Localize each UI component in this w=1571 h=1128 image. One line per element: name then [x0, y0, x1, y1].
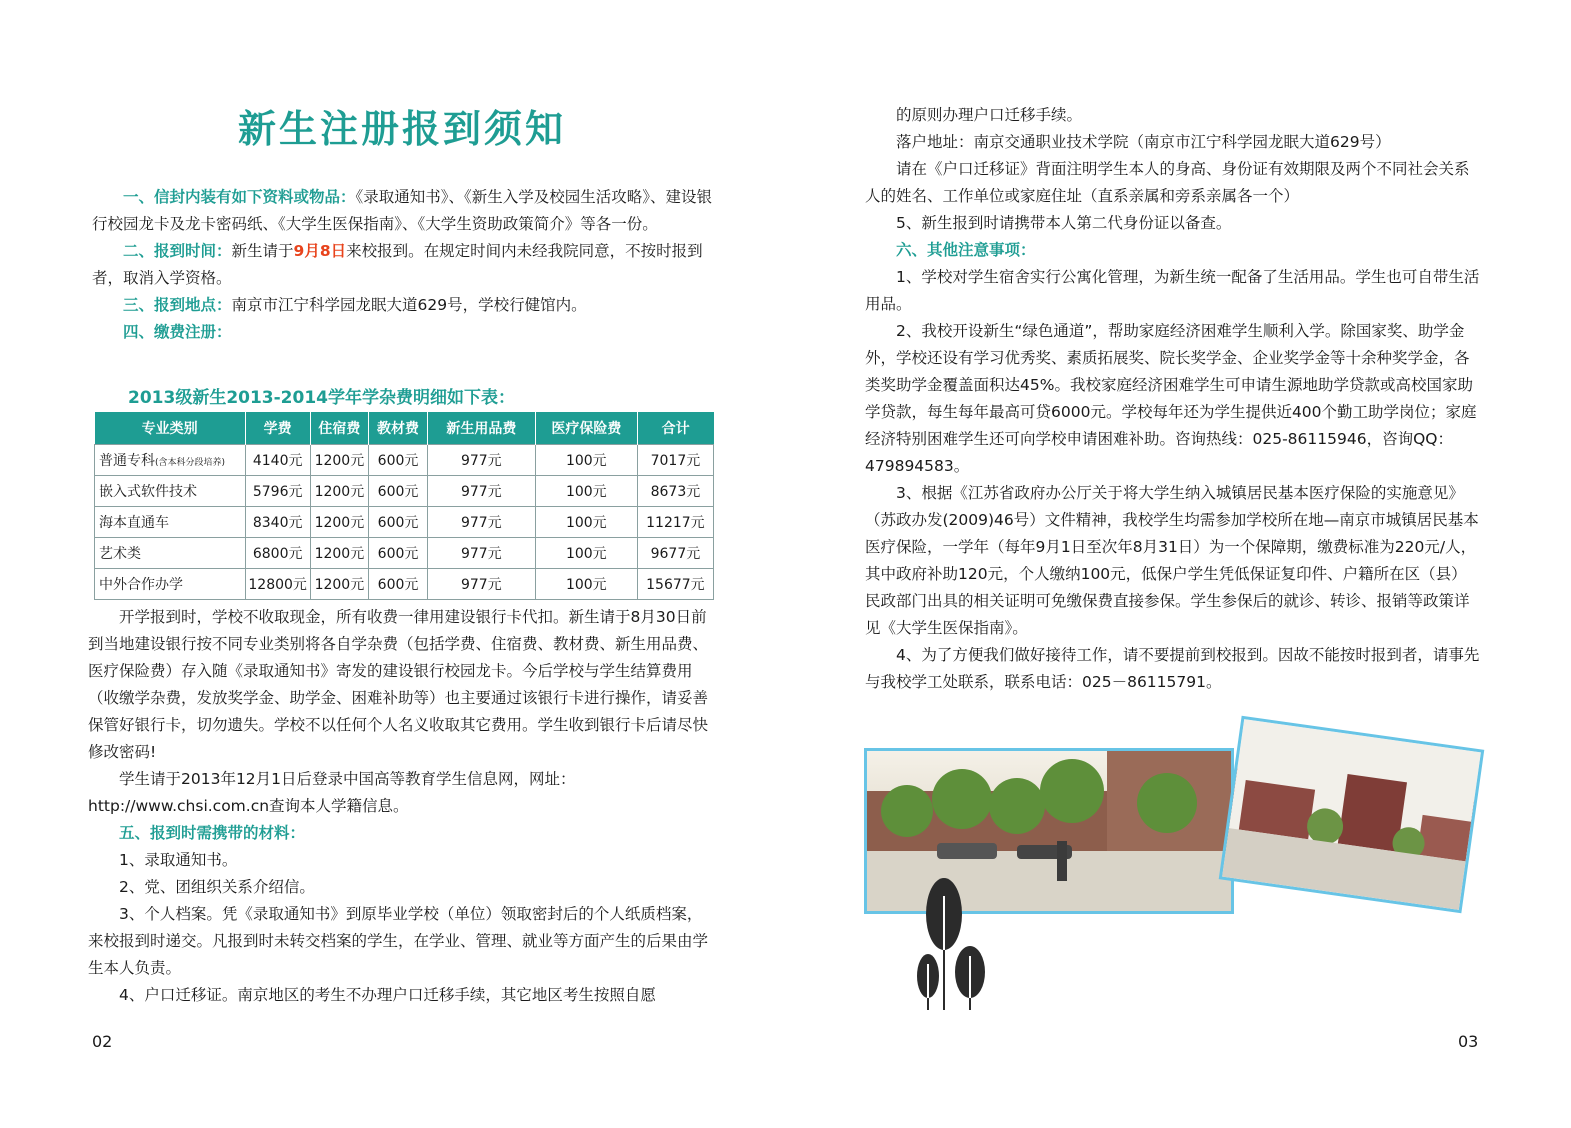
- total-cell: 7017元: [637, 445, 713, 476]
- category-note: (含本科分段培养): [155, 458, 226, 468]
- insurance-cell: 100元: [535, 538, 637, 569]
- material-item: 2、党、团组织关系介绍信。: [119, 878, 315, 896]
- notice-item: 3、根据《江苏省政府办公厅关于将大学生纳入城镇居民基本医疗保险的实施意见》（苏政办发(2009)46号）文件精神，我校学生均需参加学校所在地—南京市城镇居民基本医疗保险，一学年（每年9月1日至次年8月31日）为一个保障期，缴费标准为220元/人，其中政府补助120元，个人缴纳100元，低保户学生凭低保证复印件、户籍所在区（县）民政部门出具的相关证明可免缴保费直接参保。学生参保后的就诊、转诊、报销等政策详见《大学生医保指南》。: [865, 484, 1479, 637]
- supplies-cell: 977元: [427, 476, 535, 507]
- header-lodging: 住宿费: [310, 412, 369, 445]
- lodging-cell: 1200元: [310, 476, 369, 507]
- category-cell: [95, 445, 246, 476]
- insurance-cell: 100元: [535, 476, 637, 507]
- right-page: [785, 0, 1571, 1128]
- section-2: [92, 238, 716, 292]
- category-cell: 海本直通车: [95, 507, 246, 538]
- fee-table: [94, 412, 714, 600]
- page-number-right: 03: [1458, 1032, 1479, 1051]
- table-row: [95, 569, 714, 600]
- insurance-cell: 100元: [535, 445, 637, 476]
- right-page-text: [865, 102, 1480, 696]
- hukou-address: 落户地址：南京交通职业技术学院（南京市江宁科学园龙眠大道629号）: [896, 133, 1391, 151]
- insurance-cell: 100元: [535, 569, 637, 600]
- total-cell: 9677元: [637, 538, 713, 569]
- campus-photo-2: [1219, 716, 1485, 913]
- report-date: 9月8日: [293, 242, 347, 260]
- payment-and-materials: [88, 604, 716, 1009]
- section-2-text-before: 新生请于: [231, 242, 294, 260]
- section-2-text-after: 来校报到。在规定时间内未经我院同意，不按时报到者，取消入学资格。: [92, 242, 703, 287]
- page-number-left: 02: [92, 1032, 113, 1051]
- supplies-cell: 977元: [427, 569, 535, 600]
- header-category: 专业类别: [95, 412, 246, 445]
- lodging-cell: 1200元: [310, 445, 369, 476]
- section-3: [92, 292, 716, 319]
- insurance-cell: 100元: [535, 507, 637, 538]
- notice-item: 2、我校开设新生“绿色通道”，帮助家庭经济困难学生顺利入学。除国家奖、助学金外，学校还设有学习优秀奖、素质拓展奖、院长奖学金、企业奖学金等十余种奖学金，各类奖助学金覆盖面积达45%。我校家庭经济困难学生可申请生源地助学贷款或高校国家助学贷款，每生每年最高可贷6000元。学校每年还为学生提供近400个勤工助学岗位；家庭经济特别困难学生还可向学校申请困难补助。咨询热线：025-86115946，咨询QQ：479894583。: [865, 322, 1477, 475]
- supplies-cell: 977元: [427, 445, 535, 476]
- total-cell: 8673元: [637, 476, 713, 507]
- table-row: [95, 445, 714, 476]
- lodging-cell: 1200元: [310, 538, 369, 569]
- tree-illustration: [912, 876, 992, 1016]
- section-4: [92, 319, 716, 346]
- category-name: 普通专科: [99, 453, 155, 469]
- table-row: [95, 507, 714, 538]
- fee-table-header-row: [95, 412, 714, 445]
- campus-photo-2-image: [1222, 719, 1481, 910]
- section-3-heading: 三、报到地点：: [123, 296, 232, 314]
- section-5-heading: 五、报到时需携带的材料：: [119, 824, 306, 842]
- section-6-heading: 六、其他注意事项：: [896, 241, 1036, 259]
- left-page: [0, 0, 785, 1128]
- payment-paragraph: 开学报到时，学校不收取现金，所有收费一律用建设银行卡代扣。新生请于8月30日前到当地建设银行按不同专业类别将各自学杂费（包括学费、住宿费、教材费、新生用品费、医疗保险费）存入随《录取通知书》寄发的建设银行校园龙卡。今后学校与学生结算费用（收缴学杂费，发放奖学金、助学金、困难补助等）也主要通过该银行卡进行操作，请妥善保管好银行卡，切勿遗失。学校不以任何个人名义收取其它费用。学生收到银行卡后请尽快修改密码!: [88, 608, 709, 761]
- material-item: 1、录取通知书。: [119, 851, 238, 869]
- textbook-cell: 600元: [369, 538, 428, 569]
- supplies-cell: 977元: [427, 538, 535, 569]
- header-tuition: 学费: [245, 412, 310, 445]
- section-1-text: 《录取通知书》、《新生入学及校园生活攻略》、建设银行校园龙卡及龙卡密码纸、《大学生医保指南》、《大学生资助政策简介》等各一份。: [92, 188, 713, 233]
- total-cell: 15677元: [637, 569, 713, 600]
- chsi-paragraph: 学生请于2013年12月1日后登录中国高等教育学生信息网，网址：http://www.chsi.com.cn查询本人学籍信息。: [88, 770, 576, 815]
- tuition-cell: 4140元: [245, 445, 310, 476]
- continuation-text: 的原则办理户口迁移手续。: [896, 106, 1083, 124]
- header-insurance: 医疗保险费: [535, 412, 637, 445]
- textbook-cell: 600元: [369, 569, 428, 600]
- table-row: [95, 538, 714, 569]
- material-item-5: 5、新生报到时请携带本人第二代身份证以备查。: [896, 214, 1232, 232]
- section-3-text: 南京市江宁科学园龙眠大道629号，学校行健馆内。: [231, 296, 587, 314]
- header-total: 合计: [637, 412, 713, 445]
- fee-table-heading: 2013级新生2013-2014学年学杂费明细如下表：: [128, 388, 515, 408]
- material-item: 4、户口迁移证。南京地区的考生不办理户口迁移手续，其它地区考生按照自愿: [119, 986, 656, 1004]
- section-1: [92, 184, 716, 238]
- supplies-cell: 977元: [427, 507, 535, 538]
- hukou-note: 请在《户口迁移证》背面注明学生本人的身高、身份证有效期限及两个不同社会关系人的姓名、工作单位或家庭住址（直系亲属和旁系亲属各一个）: [865, 160, 1470, 205]
- textbook-cell: 600元: [369, 476, 428, 507]
- material-item: 3、个人档案。凭《录取通知书》到原毕业学校（单位）领取密封后的个人纸质档案，来校报到时递交。凡报到时未转交档案的学生，在学业、管理、就业等方面产生的后果由学生本人负责。: [88, 905, 709, 977]
- tuition-cell: 12800元: [245, 569, 310, 600]
- lodging-cell: 1200元: [310, 569, 369, 600]
- header-textbook: 教材费: [369, 412, 428, 445]
- page-title: 新生注册报到须知: [238, 107, 567, 151]
- notice-item: 4、为了方便我们做好接待工作，请不要提前到校报到。因故不能按时报到者，请事先与我校学工处联系，联系电话：025－86115791。: [865, 646, 1480, 691]
- tuition-cell: 6800元: [245, 538, 310, 569]
- section-2-heading: 二、报到时间：: [123, 242, 232, 260]
- table-row: [95, 476, 714, 507]
- textbook-cell: 600元: [369, 507, 428, 538]
- tuition-cell: 8340元: [245, 507, 310, 538]
- category-cell: 中外合作办学: [95, 569, 246, 600]
- category-cell: 艺术类: [95, 538, 246, 569]
- category-cell: 嵌入式软件技术: [95, 476, 246, 507]
- lodging-cell: 1200元: [310, 507, 369, 538]
- textbook-cell: 600元: [369, 445, 428, 476]
- header-supplies: 新生用品费: [427, 412, 535, 445]
- total-cell: 11217元: [637, 507, 713, 538]
- intro-sections: [92, 184, 716, 346]
- tuition-cell: 5796元: [245, 476, 310, 507]
- section-4-heading: 四、缴费注册：: [123, 323, 232, 341]
- section-1-heading: 一、信封内装有如下资料或物品：: [123, 188, 356, 206]
- notice-item: 1、学校对学生宿舍实行公寓化管理，为新生统一配备了生活用品。学生也可自带生活用品。: [865, 268, 1480, 313]
